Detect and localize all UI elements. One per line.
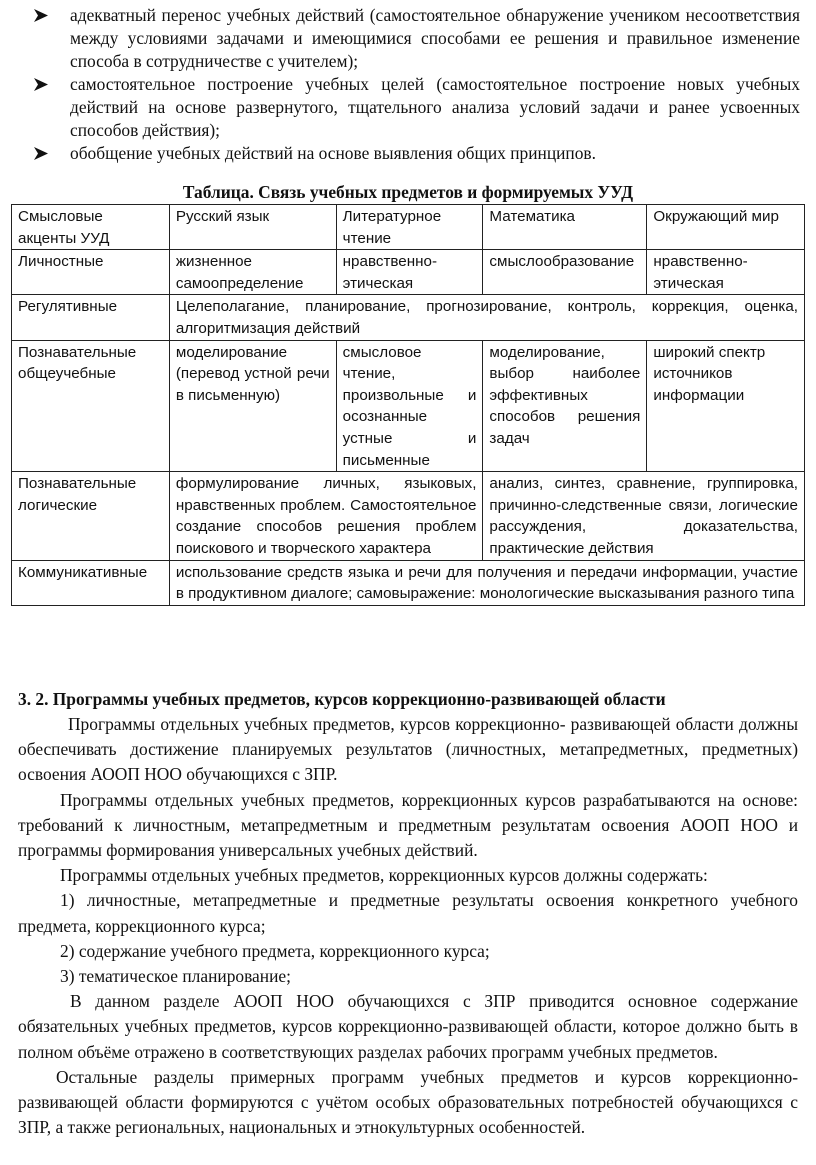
table-cell: использование средств языка и речи для получения и передачи информации, участие в продуктивном диалоге; самовыражение: монологические высказывания разного типа	[169, 560, 804, 605]
row-label: Коммуникативные	[12, 560, 170, 605]
list-item	[34, 142, 800, 165]
section-body	[18, 712, 798, 1140]
table-cell: смыслообразование	[483, 250, 647, 295]
header-cell: Окружающий мир	[647, 205, 805, 250]
table-row	[12, 295, 805, 340]
paragraph: Остальные разделы примерных программ учебных предметов и курсов коррекционно-развивающей области формируются с учётом особых образовательных потребностей обучающихся с ЗПР, а также региональных, национальных и этнокультурных особенностей.	[18, 1066, 798, 1138]
row-label: Регулятивные	[12, 295, 170, 340]
table-cell: смысловое чтение, произвольные и осознанные устные и письменные	[336, 340, 483, 472]
table-title: Таблица. Связь учебных предметов и формируемых УУД	[182, 182, 634, 202]
arrowhead-bullet-icon	[34, 9, 48, 22]
bullet-text: адекватный перенос учебных действий (самостоятельное обнаружение учеником несоответствия между условиями задачами и имеющимися способами ее решения и правильное изменение способа в сотрудничестве с учителем);	[70, 5, 800, 71]
bullet-text: обобщение учебных действий на основе выявления общих принципов.	[70, 143, 596, 163]
row-label: Познавательные общеучебные	[12, 340, 170, 472]
table-row	[12, 250, 805, 295]
paragraph: Программы отдельных учебных предметов, коррекционных курсов разрабатываются на основе: требований к личностным, метапредметным и предметным результатам освоения АООП НОО и программы формирования универсальных учебных действий.	[18, 789, 798, 861]
bullet-list	[34, 4, 800, 165]
list-item	[34, 73, 800, 142]
table-cell: формулирование личных, языковых, нравственных проблем. Самостоятельное создание способов решения проблем поискового и творческого характера	[169, 472, 483, 560]
table-cell: анализ, синтез, сравнение, группировка, причинно-следственные связи, логические рассуждения, доказательства, практические действия	[483, 472, 805, 560]
arrowhead-bullet-icon	[34, 78, 48, 91]
table-cell: Целеполагание, планирование, прогнозирование, контроль, коррекция, оценка, алгоритмизация действий	[169, 295, 804, 340]
table-row	[12, 340, 805, 472]
paragraph: 1) личностные, метапредметные и предметные результаты освоения конкретного учебного предмета, коррекционного курса;	[18, 890, 798, 936]
table-cell: нравственно-этическая	[336, 250, 483, 295]
paragraph: Программы отдельных учебных предметов, курсов коррекционно- развивающей области должны обеспечивать достижение планируемых результатов (личностных, метапредметных, предметных) освоения АООП НОО обучающихся с ЗПР.	[18, 714, 798, 785]
arrowhead-bullet-icon	[34, 147, 48, 160]
table-header-row	[12, 205, 805, 250]
header-cell: Смысловые акценты УУД	[12, 205, 170, 250]
table-cell: нравственно-этическая	[647, 250, 805, 295]
header-cell: Литературное чтение	[336, 205, 483, 250]
paragraph: Программы отдельных учебных предметов, коррекционных курсов должны содержать:	[60, 865, 708, 886]
header-cell: Русский язык	[169, 205, 336, 250]
list-item	[34, 4, 800, 73]
table-cell: моделирование, выбор наиболее эффективных способов решения задач	[483, 340, 647, 472]
table-cell: моделирование (перевод устной речи в письменную)	[169, 340, 336, 472]
row-label: Познавательные логические	[12, 472, 170, 560]
table-row	[12, 560, 805, 605]
uud-table	[11, 204, 805, 606]
paragraph: 3) тематическое планирование;	[60, 966, 291, 987]
table-row	[12, 472, 805, 560]
table-cell: жизненное самоопределение	[169, 250, 336, 295]
paragraph: В данном разделе АООП НОО обучающихся с ЗПР приводится основное содержание обязательных учебных предметов, курсов коррекционно-развивающей области, которое должно быть в полном объёме отражено в соответствующих разделах рабочих программ учебных предметов.	[18, 991, 798, 1062]
bullet-text: самостоятельное построение учебных целей (самостоятельное построение новых учебных действий на основе развернутого, тщательного анализа условий задачи и ранее усвоенных способов действия);	[70, 74, 800, 140]
row-label: Личностные	[12, 250, 170, 295]
section-title: 3. 2. Программы учебных предметов, курсов коррекционно-развивающей области	[18, 689, 666, 709]
table-cell: широкий спектр источников информации	[647, 340, 805, 472]
paragraph: 2) содержание учебного предмета, коррекционного курса;	[60, 940, 490, 961]
header-cell: Математика	[483, 205, 647, 250]
